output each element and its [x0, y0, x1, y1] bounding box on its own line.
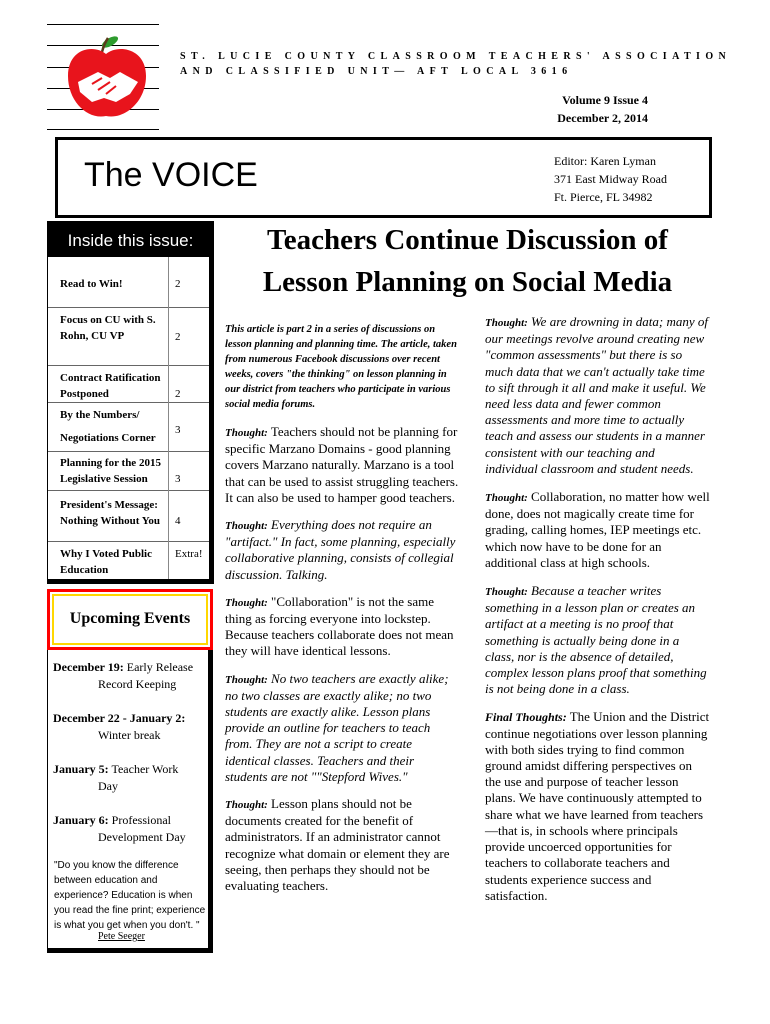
- upcoming-events-header: [47, 589, 213, 650]
- toc-shadow: [47, 579, 214, 584]
- editor-info: [554, 152, 667, 206]
- event-date: December 19:: [53, 660, 124, 674]
- toc-item-title: Read to Win!: [60, 278, 123, 290]
- toc-item[interactable]: [48, 257, 210, 308]
- thought-text: Everything does not require an "artifact." In fact, some planning, especially collaborative planning, consists of collegial discussion. Talking.: [225, 517, 456, 582]
- thought-label: Thought:: [485, 586, 528, 599]
- final-thoughts-text: The Union and the District continue negotiations over lesson planning with both sides trying to find common ground amidst differing perspectives on the use and purpose of teacher lesson plans. We have continuously attempted to share what we have learned from teachers—that is, in schools where principals provide uncoerced opportunities for teachers to collaborate teachers and students experience success and satisfaction.: [485, 709, 710, 903]
- event-date: December 22 - January 2:: [53, 711, 186, 725]
- event-item: [53, 761, 203, 795]
- sidebar-quote: "Do you know the difference between education and experience? Education is when you read the fine print; experience is what you get when you don't. ": [54, 860, 206, 931]
- event-item: [53, 659, 203, 693]
- thought-label: Thought:: [225, 673, 268, 686]
- toc-item-page: 3: [175, 473, 181, 485]
- event-text: Professional: [111, 813, 171, 827]
- issue-date: December 2, 2014: [557, 111, 648, 125]
- thought-label: Thought:: [485, 492, 528, 505]
- thought-label: Thought:: [225, 799, 268, 812]
- thought-text: We are drowning in data; many of our meetings revolve around creating new "common assessments" but there is so much data that we can't actually take time to sift through it all and make it useful. We need less data and fewer common assessments and more time to actually teach and assess our students in a manner consistent with our teaching and individual classroom and student needs.: [485, 314, 708, 476]
- event-text: Early Release: [126, 660, 194, 674]
- association-line-1: ST. LUCIE COUNTY CLASSROOM TEACHERS' ASSOCIATION: [180, 51, 732, 62]
- newsletter-title: The VOICE: [84, 156, 258, 194]
- thought-paragraph: [485, 583, 710, 697]
- article-headline: Teachers Continue Discussion of Lesson Planning on Social Media: [262, 224, 673, 298]
- event-text: Winter break: [98, 728, 161, 742]
- header-rule: [47, 129, 159, 130]
- editor-name: Editor: Karen Lyman: [554, 154, 656, 168]
- toc-item-page: 2: [175, 278, 181, 290]
- article-column-1: [225, 322, 459, 894]
- quote-author: Pete Seeger: [98, 931, 145, 942]
- event-date: January 5:: [53, 762, 109, 776]
- toc-shadow: [209, 257, 214, 584]
- thought-text: Collaboration, no matter how well done, does not magically create time for grading, calling homes, IEP meetings etc. which now have to be done for an additional class at high schools.: [485, 489, 710, 570]
- upcoming-events-title: Upcoming Events: [69, 610, 191, 627]
- event-text: Record Keeping: [98, 677, 177, 691]
- toc-item-title: Why I Voted Public Education: [60, 548, 152, 576]
- toc-item[interactable]: [48, 403, 210, 452]
- masthead-box: [55, 137, 712, 218]
- thought-label: Thought:: [485, 317, 528, 329]
- thought-paragraph: [225, 517, 459, 583]
- association-line-2: AND CLASSIFIED UNIT— AFT LOCAL 3616: [180, 66, 573, 77]
- address-line-1: 371 East Midway Road: [554, 172, 667, 186]
- header-rule: [47, 24, 159, 25]
- toc-item-title: Planning for the 2015 Legislative Session: [60, 457, 161, 485]
- thought-text: No two teachers are exactly alike; no two classes are exactly alike; no two students are exactly alike. Lesson plans provide an outline for teachers to teach from. They are not a script to create identical classes. Teachers and their students are not ""Stepford Wives.": [225, 670, 449, 784]
- final-thoughts-label: Final Thoughts:: [485, 710, 567, 725]
- toc-item-page: 2: [175, 388, 181, 400]
- thought-label: Thought:: [225, 596, 268, 609]
- thought-text: Teachers should not be planning for specific Marzano Domains - good planning covers Marzano naturally. Marzano is a tool that can be used to assist struggling teachers. It can also be used to hamper good teachers.: [225, 424, 459, 505]
- thought-paragraph: [225, 594, 459, 660]
- event-text: Teacher Work: [111, 762, 179, 776]
- toc-item-title: Focus on CU with S. Rohn, CU VP: [60, 314, 156, 342]
- toc-item[interactable]: [48, 452, 210, 491]
- thought-paragraph: [485, 489, 710, 571]
- thought-label: Thought:: [225, 427, 268, 439]
- article-column-2: [485, 314, 710, 904]
- thought-paragraph: [225, 424, 459, 506]
- toc-item[interactable]: [48, 366, 210, 403]
- thought-paragraph: [225, 796, 459, 894]
- event-date: January 6:: [53, 813, 109, 827]
- events-shadow: [47, 948, 213, 953]
- event-text: Day: [98, 779, 118, 793]
- toc-item[interactable]: [48, 542, 210, 579]
- toc-item[interactable]: [48, 491, 210, 542]
- toc-item[interactable]: [48, 308, 210, 366]
- article-intro: This article is part 2 in a series of discussions on lesson planning and planning time. The article, taken from numerous Facebook discussions over recent weeks, covers "the thinking" on lesson planning in our district from teachers who participate in various social media forums.: [225, 324, 457, 410]
- thought-paragraph: [485, 314, 710, 477]
- apple-handshake-logo-icon: [58, 32, 156, 124]
- toc-item-title: Contract Ratification Postponed: [60, 372, 161, 400]
- events-shadow: [208, 650, 213, 953]
- toc-column-divider: [168, 257, 169, 579]
- thought-text: "Collaboration" is not the same thing as forcing everyone into lockstep. Because teachers collaborate does not mean they will have identical lessons.: [225, 593, 454, 659]
- toc-item-page: 2: [175, 331, 181, 343]
- inside-issue-heading: Inside this issue:: [47, 221, 214, 257]
- toc-item-page: 3: [175, 424, 181, 436]
- thought-paragraph: [225, 671, 459, 785]
- upcoming-events-list: [47, 650, 213, 953]
- event-item: [53, 710, 203, 744]
- toc-item-page: Extra!: [175, 548, 203, 560]
- thought-label: Thought:: [225, 520, 268, 533]
- toc-item-title: By the Numbers/ Negotiations Corner: [60, 409, 156, 444]
- toc-item-page: 4: [175, 515, 181, 527]
- address-line-2: Ft. Pierce, FL 34982: [554, 190, 653, 204]
- thought-text: Lesson plans should not be documents created for the benefit of administrators. If an administrator cannot recognize what domain or element they are seeing, then perhaps they should not be evaluating teachers.: [225, 796, 450, 894]
- thought-text: Because a teacher writes something in a lesson plan or creates an artifact at a meeting is no proof that something is actually being done in a class, nor is the absence of detailed, complex lesson plans proof that something is not being done in a class.: [485, 583, 707, 697]
- table-of-contents: [47, 257, 214, 584]
- event-item: [53, 812, 203, 846]
- event-text: Development Day: [98, 830, 186, 844]
- final-thoughts-paragraph: [485, 709, 710, 903]
- issue-volume: Volume 9 Issue 4: [562, 93, 648, 107]
- toc-item-title: President's Message: Nothing Without You: [60, 499, 161, 527]
